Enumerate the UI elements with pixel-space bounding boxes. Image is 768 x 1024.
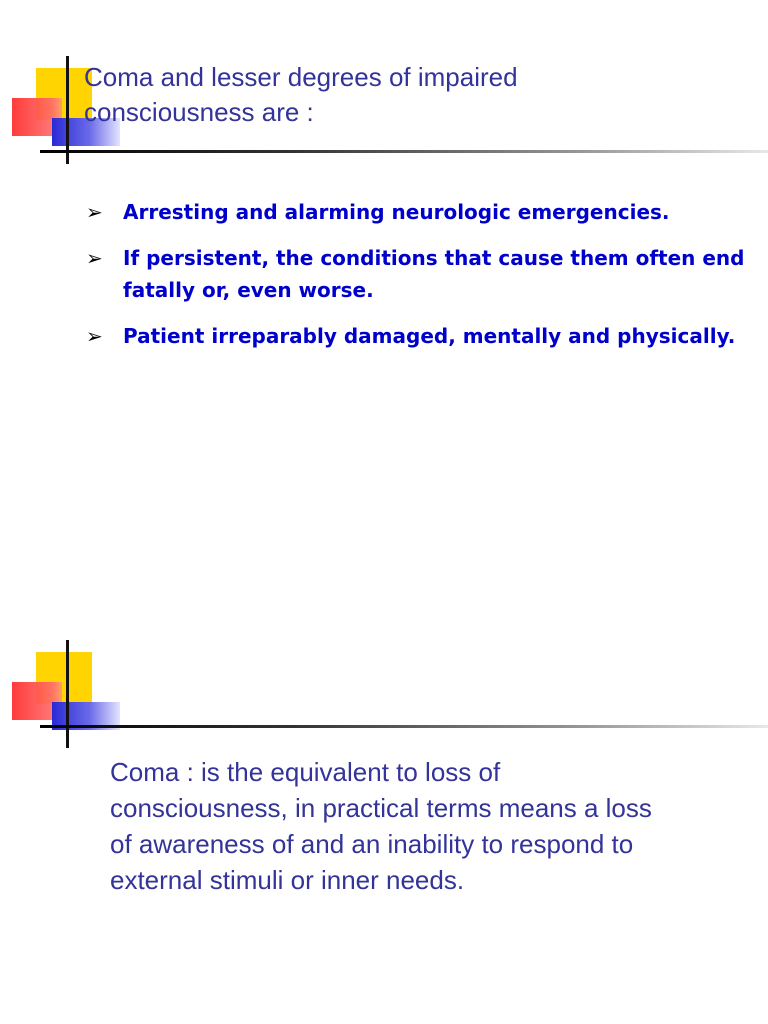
bullet-text: If persistent, the conditions that cause them often end fatally or, even worse. (123, 246, 745, 302)
bullet-item (86, 242, 746, 306)
bullet-text: Arresting and alarming neurologic emergencies. (123, 200, 670, 224)
arrow-bullet-icon: ➢ (86, 324, 103, 348)
slide-logo (12, 640, 132, 750)
bullet-list (86, 196, 746, 366)
logo-vertical-line (66, 640, 69, 748)
definition-text: Coma : is the equivalent to loss of consciousness, in practical terms means a loss of awareness of and an inability to respond to external stimuli or inner needs. (110, 757, 652, 895)
bullet-item (86, 196, 746, 228)
bullet-item (86, 320, 746, 352)
arrow-bullet-icon: ➢ (86, 246, 103, 270)
arrow-bullet-icon: ➢ (86, 200, 103, 224)
bullet-text: Patient irreparably damaged, mentally and physically. (123, 324, 736, 348)
slide-title: Coma and lesser degrees of impaired consciousness are : (84, 62, 518, 127)
logo-vertical-line (66, 56, 69, 164)
title-divider (40, 150, 768, 153)
title-divider (40, 725, 768, 728)
